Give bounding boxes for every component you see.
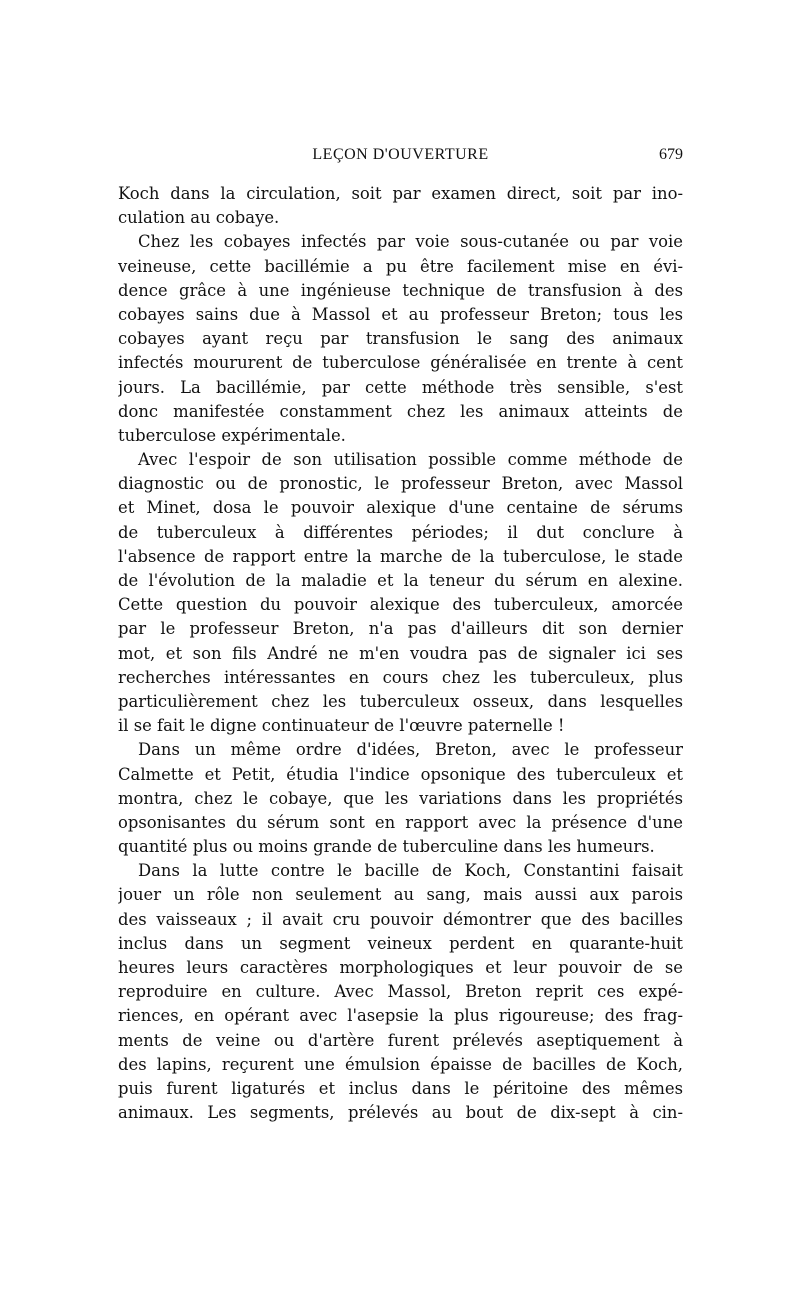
text-line: veineuse, cette bacillémie a pu être facilement mise en évi-: [118, 256, 683, 276]
text-line: par le professeur Breton, n'a pas d'ailleurs dit son dernier: [118, 619, 683, 639]
text-line: mot, et son fils André ne m'en voudra pas de signaler ici ses: [118, 643, 683, 663]
text-line: particulièrement chez les tuberculeux osseux, dans lesquelles: [118, 691, 683, 711]
text-line: culation au cobaye.: [118, 208, 280, 228]
text-line: Avec l'espoir de son utilisation possible comme méthode de: [138, 450, 683, 470]
text-line: il se fait le digne continuateur de l'œuvre paternelle !: [118, 716, 565, 736]
text-line: Chez les cobayes infectés par voie sous-cutanée ou par voie: [138, 232, 683, 252]
text-line: cobayes ayant reçu par transfusion le sang des animaux: [118, 329, 683, 349]
text-line: de l'évolution de la maladie et la teneur du sérum en alexine.: [118, 571, 683, 590]
text-line: Dans un même ordre d'idées, Breton, avec le professeur: [138, 740, 683, 760]
text-line: quantité plus ou moins grande de tuberculine dans les humeurs.: [118, 837, 655, 857]
body-text: [118, 182, 683, 1125]
text-line: des vaisseaux ; il avait cru pouvoir démontrer que des bacilles: [118, 909, 683, 929]
text-line: de tuberculeux à différentes périodes; il dut conclure à: [118, 522, 683, 542]
chapter-title: LEÇON D'OUVERTURE: [312, 146, 489, 163]
text-line: Calmette et Petit, étudia l'indice opsonique des tuberculeux et: [118, 764, 683, 784]
text-line: l'absence de rapport entre la marche de la tuberculose, le stade: [118, 546, 683, 566]
text-line: riences, en opérant avec l'asepsie la plus rigoureuse; des frag-: [118, 1006, 683, 1026]
text-line: recherches intéressantes en cours chez les tuberculeux, plus: [118, 667, 683, 687]
text-line: reproduire en culture. Avec Massol, Breton reprit ces expé-: [118, 982, 683, 1002]
text-line: puis furent ligaturés et inclus dans le péritoine des mêmes: [118, 1078, 683, 1098]
text-line: cobayes sains due à Massol et au professeur Breton; tous les: [118, 304, 683, 324]
text-line: heures leurs caractères morphologiques et leur pouvoir de se: [118, 958, 683, 977]
text-line: ments de veine ou d'artère furent prélevés aseptiquement à: [118, 1030, 683, 1050]
text-line: dence grâce à une ingénieuse technique de transfusion à des: [118, 280, 683, 300]
text-line: tuberculose expérimentale.: [118, 425, 346, 445]
text-line: Cette question du pouvoir alexique des tuberculeux, amorcée: [118, 595, 683, 615]
text-line: inclus dans un segment veineux perdent en quarante-huit: [118, 933, 683, 953]
text-line: des lapins, reçurent une émulsion épaisse de bacilles de Koch,: [118, 1054, 683, 1074]
text-line: infectés moururent de tuberculose généralisée en trente à cent: [118, 353, 683, 373]
text-line: donc manifestée constamment chez les animaux atteints de: [118, 401, 683, 421]
text-line: diagnostic ou de pronostic, le professeur Breton, avec Massol: [118, 474, 683, 494]
text-line: opsonisantes du sérum sont en rapport avec la présence d'une: [118, 812, 683, 832]
text-line: jouer un rôle non seulement au sang, mais aussi aux parois: [118, 885, 683, 905]
text-line: animaux. Les segments, prélevés au bout de dix-sept à cin-: [118, 1103, 683, 1123]
text-line: jours. La bacillémie, par cette méthode très sensible, s'est: [118, 377, 683, 397]
text-line: Koch dans la circulation, soit par examen direct, soit par ino-: [118, 184, 683, 203]
text-line: montra, chez le cobaye, que les variations dans les propriétés: [118, 788, 683, 808]
running-head: [118, 146, 683, 170]
page-number: 679: [659, 146, 683, 163]
text-line: Dans la lutte contre le bacille de Koch, Constantini faisait: [138, 861, 683, 881]
text-line: et Minet, dosa le pouvoir alexique d'une centaine de sérums: [118, 498, 683, 518]
